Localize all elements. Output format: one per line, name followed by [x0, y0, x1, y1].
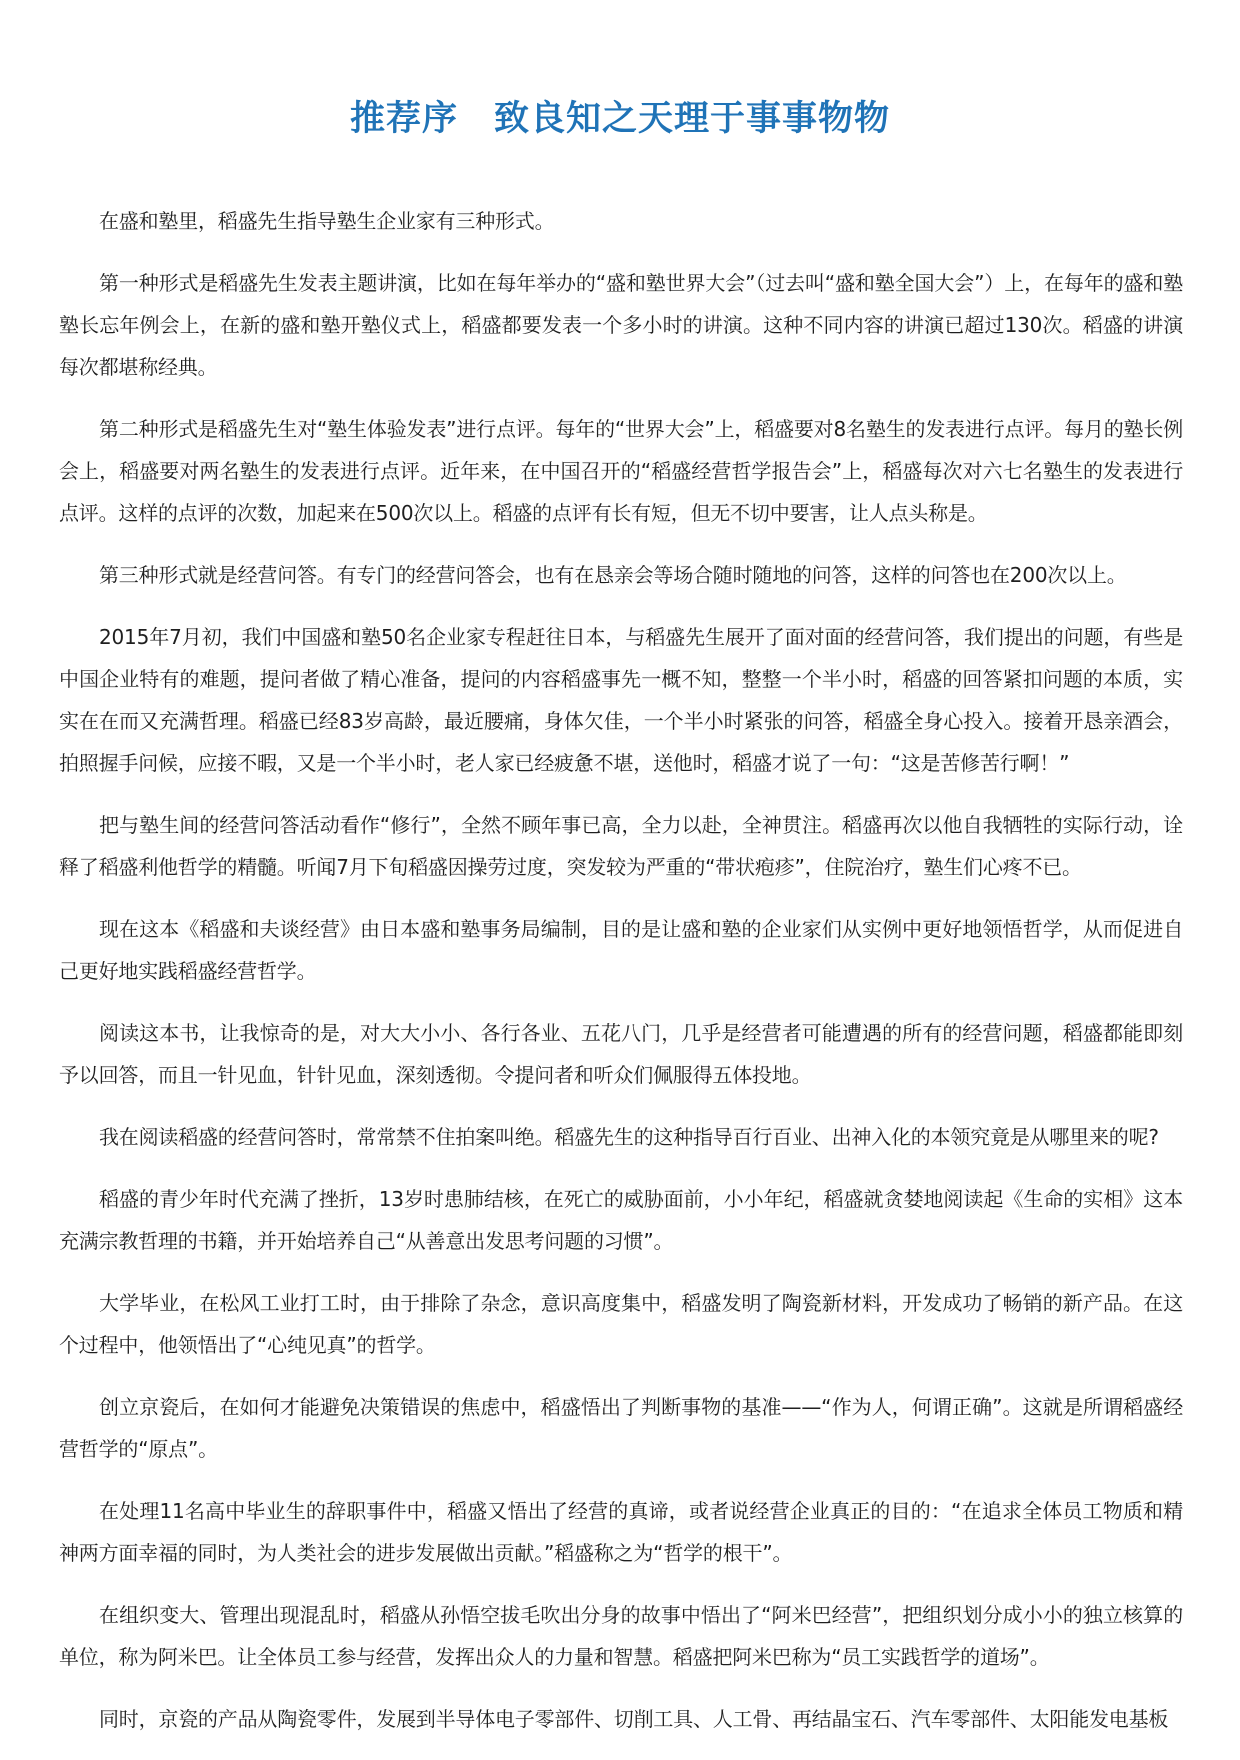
paragraph-15: 同时，京瓷的产品从陶瓷零件，发展到半导体电子零部件、切削工具、人工骨、再结晶宝石、汽车零部件、太阳能发电基板 [99, 1707, 1169, 1731]
paragraph-11: 大学毕业，在松风工业打工时，由于排除了杂念，意识高度集中，稻盛发明了陶瓷新材料，开发成功了畅销的新产品。在这个过程中，他领悟出了“心纯见真”的哲学。 [59, 1291, 1183, 1357]
document-body [59, 200, 1183, 1760]
paragraph-2: 第一种形式是稻盛先生发表主题讲演，比如在每年举办的“盛和塾世界大会”（过去叫“盛和塾全国大会”）上，在每年的盛和塾塾长忘年例会上，在新的盛和塾开塾仪式上，稻盛都要发表一个多小时的讲演。这种不同内容的讲演已超过130次。稻盛的讲演每次都堪称经典。 [59, 271, 1183, 379]
paragraph-14: 在组织变大、管理出现混乱时，稻盛从孙悟空拔毛吹出分身的故事中悟出了“阿米巴经营”，把组织划分成小小的独立核算的单位，称为阿米巴。让全体员工参与经营，发挥出众人的力量和智慧。稻盛把阿米巴称为“员工实践哲学的道场”。 [59, 1603, 1183, 1669]
paragraph-7: 现在这本《稻盛和夫谈经营》由日本盛和塾事务局编制，目的是让盛和塾的企业家们从实例中更好地领悟哲学，从而促进自己更好地实践稻盛经营哲学。 [59, 917, 1183, 983]
paragraph-5: 2015年7月初，我们中国盛和塾50名企业家专程赶往日本，与稻盛先生展开了面对面的经营问答，我们提出的问题，有些是中国企业特有的难题，提问者做了精心准备，提问的内容稻盛事先一概不知，整整一个半小时，稻盛的回答紧扣问题的本质，实实在在而又充满哲理。稻盛已经83岁高龄，最近腰痛，身体欠佳，一个半小时紧张的问答，稻盛全身心投入。接着开恳亲酒会，拍照握手问候，应接不暇，又是一个半小时，老人家已经疲惫不堪，送他时，稻盛才说了一句：“这是苦修苦行啊！” [59, 625, 1183, 775]
page-title: 推荐序 致良知之天理于事事物物 [349, 99, 890, 140]
paragraph-3: 第二种形式是稻盛先生对“塾生体验发表”进行点评。每年的“世界大会”上，稻盛要对8名塾生的发表进行点评。每月的塾长例会上，稻盛要对两名塾生的发表进行点评。近年来，在中国召开的“稻盛经营哲学报告会”上，稻盛每次对六七名塾生的发表进行点评。这样的点评的次数，加起来在500次以上。稻盛的点评有长有短，但无不切中要害，让人点头称是。 [59, 417, 1183, 525]
paragraph-9: 我在阅读稻盛的经营问答时，常常禁不住拍案叫绝。稻盛先生的这种指导百行百业、出神入化的本领究竟是从哪里来的呢? [99, 1125, 1159, 1149]
paragraph-4: 第三种形式就是经营问答。有专门的经营问答会，也有在恳亲会等场合随时随地的问答，这样的问答也在200次以上。 [99, 563, 1127, 587]
paragraph-8: 阅读这本书，让我惊奇的是，对大大小小、各行各业、五花八门，几乎是经营者可能遭遇的所有的经营问题，稻盛都能即刻予以回答，而且一针见血，针针见血，深刻透彻。令提问者和听众们佩服得五体投地。 [59, 1021, 1183, 1087]
paragraph-1: 在盛和塾里，稻盛先生指导塾生企业家有三种形式。 [99, 209, 555, 233]
paragraph-12: 创立京瓷后，在如何才能避免决策错误的焦虑中，稻盛悟出了判断事物的基准——“作为人，何谓正确”。这就是所谓稻盛经营哲学的“原点”。 [59, 1395, 1183, 1461]
paragraph-10: 稻盛的青少年时代充满了挫折，13岁时患肺结核，在死亡的威胁面前，小小年纪，稻盛就贪婪地阅读起《生命的实相》这本充满宗教哲理的书籍，并开始培养自己“从善意出发思考问题的习惯”。 [59, 1187, 1183, 1253]
paragraph-6: 把与塾生间的经营问答活动看作“修行”，全然不顾年事已高，全力以赴，全神贯注。稻盛再次以他自我牺牲的实际行动，诠释了稻盛利他哲学的精髓。听闻7月下旬稻盛因操劳过度，突发较为严重的“带状疱疹”，住院治疗，塾生们心疼不已。 [59, 813, 1183, 879]
paragraph-13: 在处理11名高中毕业生的辞职事件中，稻盛又悟出了经营的真谛，或者说经营企业真正的目的：“在追求全体员工物质和精神两方面幸福的同时，为人类社会的进步发展做出贡献。”稻盛称之为“哲学的根干”。 [59, 1499, 1183, 1565]
